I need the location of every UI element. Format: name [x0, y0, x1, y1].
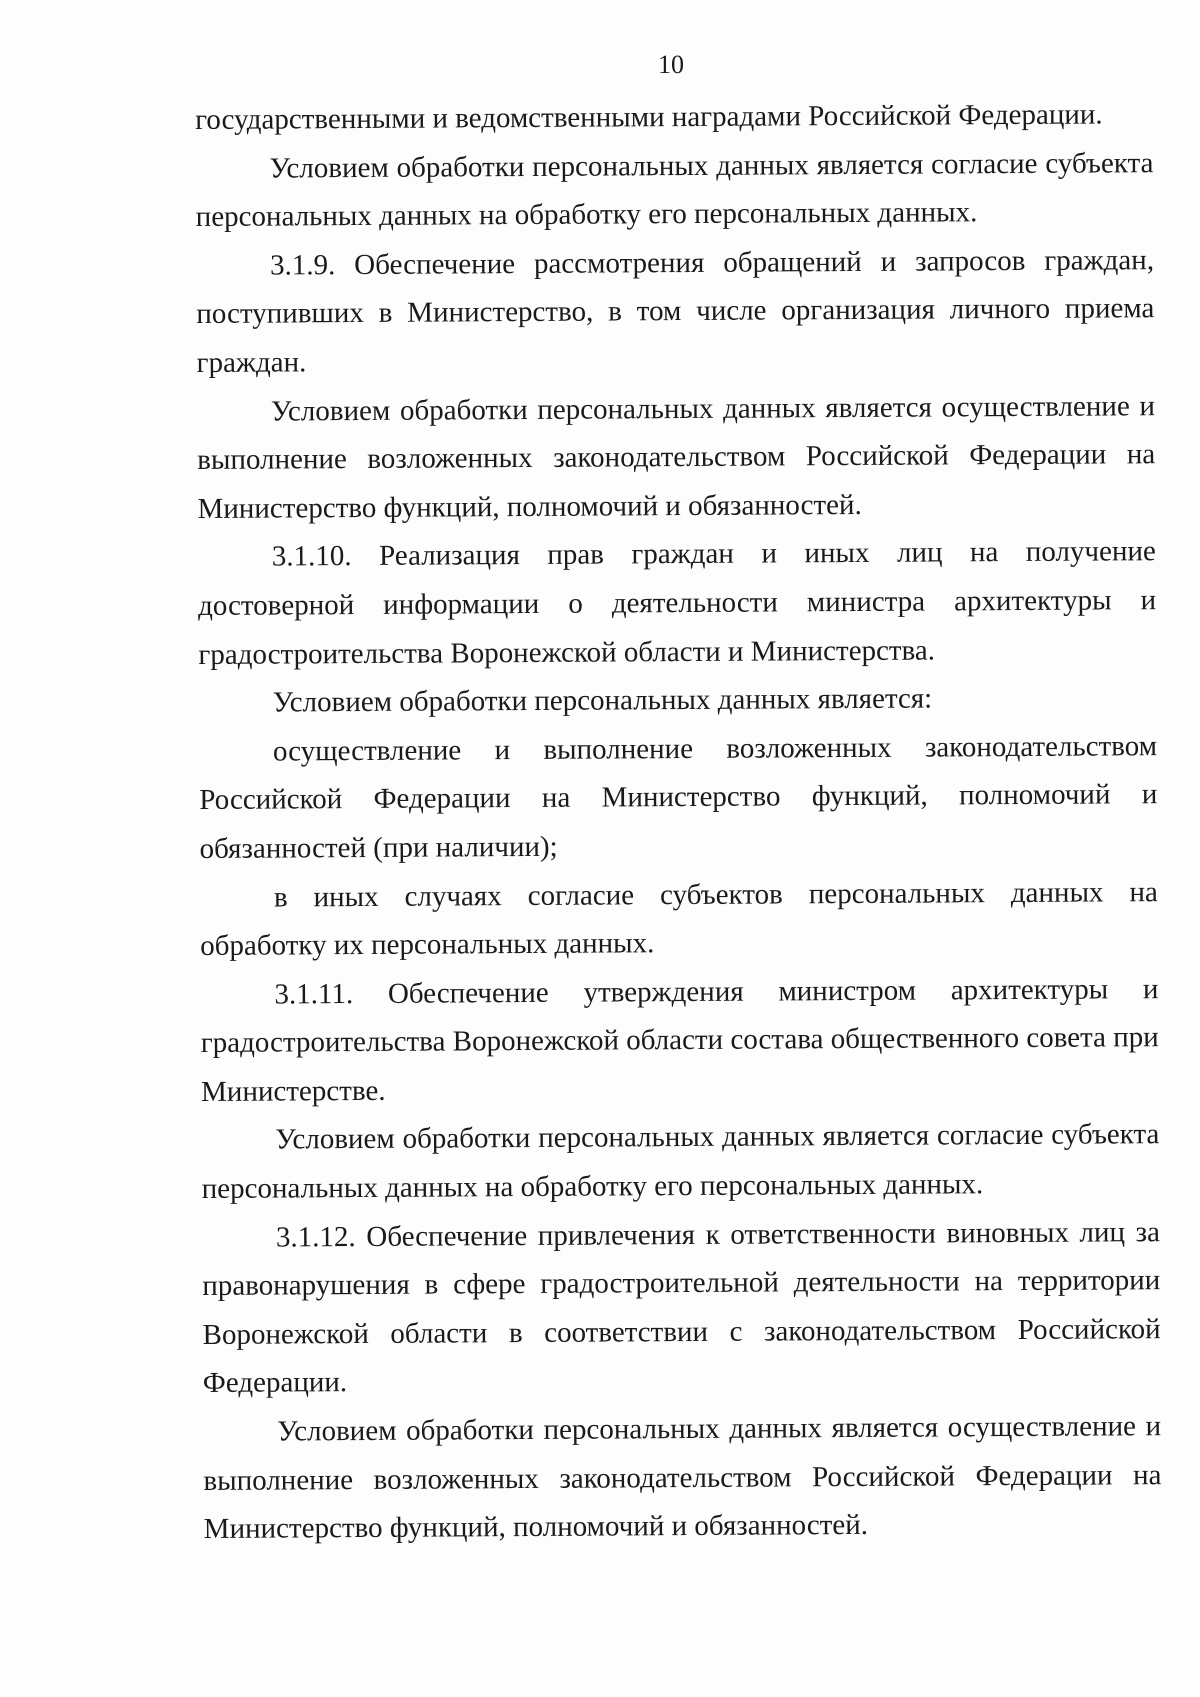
- document-body: [195, 90, 1162, 1554]
- paragraph-condition-consent: Условием обработки персональных данных является согласие субъекта персональных данных на обработку его персональных данных.: [195, 146, 1154, 234]
- paragraph-condition-item-1: осуществление и выполнение возложенных законодательством Российской Федерации на Министерство функций, полномочий и обязанностей (при наличии);: [199, 729, 1158, 865]
- paragraph-condition-item-2: в иных случаях согласие субъектов персональных данных на обработку их персональных данных.: [200, 875, 1158, 963]
- paragraph-3-1-11: 3.1.11. Обеспечение утверждения министром архитектуры и градостроительства Воронежской области состава общественного совета при Министерстве.: [200, 972, 1159, 1108]
- paragraph-3-1-9: 3.1.9. Обеспечение рассмотрения обращений и запросов граждан, поступивших в Министерство, в том числе организация личного приема граждан.: [196, 243, 1155, 379]
- paragraph-condition-consent-2: Условием обработки персональных данных является согласие субъекта персональных данных на обработку его персональных данных.: [201, 1118, 1160, 1206]
- paragraph-3-1-12: 3.1.12. Обеспечение привлечения к ответственности виновных лиц за правонарушения в сфере градостроительной деятельности на территории Воронежской области в соответствии с законодательством Российской Федерации.: [202, 1215, 1161, 1400]
- paragraph-condition-functions: Условием обработки персональных данных является осуществление и выполнение возложенных законодательством Российской Федерации на Министерство функций, полномочий и обязанностей.: [197, 389, 1156, 525]
- paragraph-condition-functions-2: Условием обработки персональных данных является осуществление и выполнение возложенных законодательством Российской Федерации на Министерство функций, полномочий и обязанностей.: [203, 1410, 1162, 1546]
- paragraph-condition-intro: Условием обработки персональных данных является:: [272, 682, 933, 719]
- paragraph-continuation: государственными и ведомственными наградами Российской Федерации.: [195, 98, 1103, 136]
- paragraph-3-1-10: 3.1.10. Реализация прав граждан и иных лиц на получение достоверной информации о деятельности министра архитектуры и градостроительства Воронежской области и Министерства.: [198, 535, 1157, 671]
- page-number: 10: [658, 50, 684, 79]
